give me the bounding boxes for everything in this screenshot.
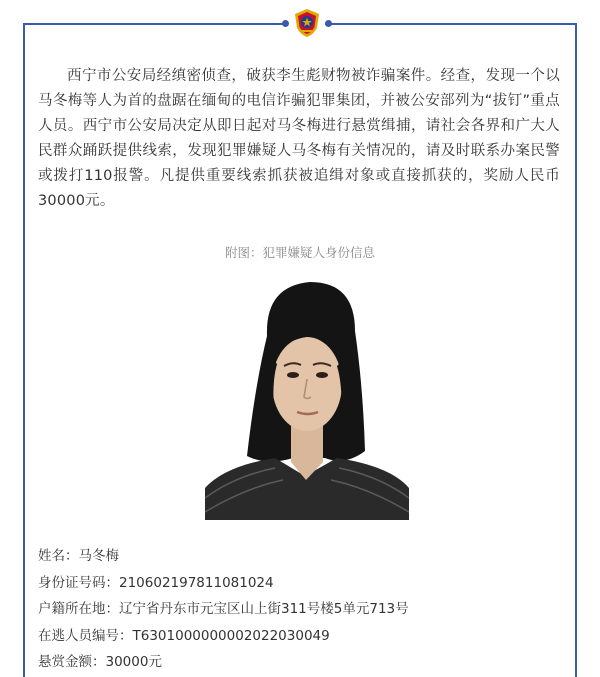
name-label: 姓名：: [38, 548, 79, 564]
frame-top-line-left: [23, 23, 285, 25]
frame-dot-left: [282, 20, 289, 27]
reward-label: 悬赏金额：: [38, 654, 106, 670]
info-row-reward: [38, 649, 568, 676]
suspect-photo: [205, 276, 409, 520]
fugitive-number-label: 在逃人员编号：: [38, 627, 133, 644]
fugitive-number-value: T6301000000002022030049: [132, 627, 330, 644]
info-row-residence: [38, 596, 568, 623]
frame-right-line: [575, 23, 577, 677]
police-emblem-icon: [293, 8, 321, 38]
info-row-id: [38, 570, 568, 597]
notice-paragraph: 西宁市公安局经缜密侦查，破获李生彪财物被诈骗案件。经查，发现一个以马冬梅等人为首的盘踞在缅甸的电信诈骗犯罪集团，并被公安部列为“拔钉”重点人员。西宁市公安局决定从即日起对马冬梅进行悬赏缉捕，请社会各界和广大人民群众踊跃提供线索，发现犯罪嫌疑人马冬梅有关情况的，请及时联系办案民警或拨打110报警。凡提供重要线索抓获被追缉对象或直接抓获的，奖励人民币30000元。: [38, 68, 560, 209]
photo-caption: 附图：犯罪嫌疑人身份信息: [224, 245, 375, 260]
notice-body: [38, 64, 560, 214]
id-value: 210602197811081024: [119, 574, 274, 591]
name-value: 马冬梅: [78, 548, 119, 564]
info-row-fugitive-number: [38, 623, 568, 650]
residence-label: 户籍所在地：: [38, 601, 119, 617]
suspect-info: [38, 543, 568, 676]
suspect-portrait-icon: [205, 276, 409, 520]
residence-value: 辽宁省丹东市元宝区山上街311号楼5单元713号: [119, 601, 409, 617]
frame-left-line: [23, 23, 25, 677]
id-label: 身份证号码：: [38, 574, 119, 591]
info-row-name: [38, 543, 568, 570]
reward-value: 30000元: [105, 654, 162, 670]
frame-top-line-right: [325, 23, 577, 25]
